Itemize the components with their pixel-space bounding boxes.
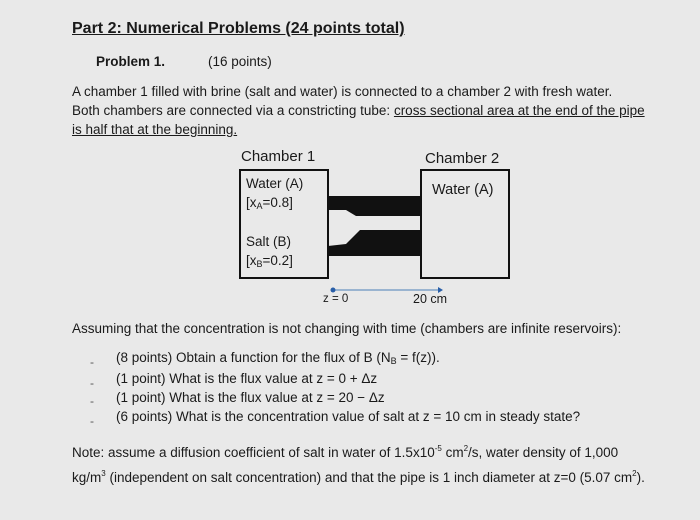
xb-suffix: =0.2]: [262, 253, 293, 268]
xb-subscript: B: [256, 259, 263, 269]
note-part-4: kg/m: [72, 470, 102, 485]
description-line-2-text: Both chambers are connected via a constricting tube:: [72, 103, 394, 118]
note-part-3: /s, water density of 1,000: [468, 445, 619, 460]
xa-subscript: A: [256, 201, 263, 211]
z-origin-dot: [331, 288, 336, 293]
note-exp-1: -5: [434, 444, 442, 453]
chamber-1-salt-label: Salt (B): [246, 234, 292, 249]
note-exp-3: 3: [101, 469, 106, 478]
question-3-dash: -: [90, 394, 94, 408]
description-underlined-1: cross sectional area at the end of the pipe: [393, 103, 645, 118]
xa-suffix: =0.8]: [262, 195, 293, 210]
page-title: Part 2: Numerical Problems (24 points total): [72, 20, 405, 37]
note-part-5: (independent on salt concentration) and that the pipe is 1 inch diameter at z=0 (5.07 cm: [105, 470, 633, 485]
chamber-1-xb-value: [246, 253, 293, 269]
tube-bottom-wall: [328, 230, 421, 256]
chamber-2-water-label: Water (A): [432, 182, 494, 198]
problem-points: (16 points): [208, 54, 272, 69]
note-paragraph: [72, 438, 682, 488]
xb-prefix: [x: [246, 253, 257, 268]
question-1-text: (8 points) Obtain a function for the flux of B (N: [116, 350, 391, 365]
question-2: (1 point) What is the flux value at z = 0 + Δz: [116, 371, 378, 386]
problem-label: Problem 1.: [96, 54, 166, 69]
assumption-text: Assuming that the concentration is not changing with time (chambers are infinite reservoirs):: [72, 321, 622, 336]
question-4: (6 points) What is the concentration value of salt at z = 10 cm in steady state?: [116, 409, 581, 424]
question-4-dash: -: [90, 414, 94, 428]
tube-top-wall: [328, 196, 421, 216]
question-1-tail: = f(z)).: [396, 350, 440, 365]
question-3: (1 point) What is the flux value at z = 20 − Δz: [116, 390, 385, 405]
question-1-dash: -: [90, 355, 94, 369]
chamber-1-water-label: Water (A): [246, 176, 304, 191]
note-part-1: Note: assume a diffusion coefficient of salt in water of 1.5x10: [72, 445, 435, 460]
axis-start-label: z = 0: [323, 293, 349, 305]
question-2-dash: -: [90, 376, 94, 390]
xa-prefix: [x: [246, 195, 257, 210]
note-exp-4: 2: [632, 469, 637, 478]
chamber-1-label: Chamber 1: [241, 148, 316, 165]
chamber-1-xa-value: [246, 195, 293, 211]
question-1: [116, 350, 440, 366]
question-1-sub: B: [390, 356, 397, 366]
chamber-2-label: Chamber 2: [425, 150, 500, 167]
description-underlined-2: is half that at the beginning.: [72, 122, 238, 137]
note-part-2: cm: [441, 445, 464, 460]
note-exp-2: 2: [463, 444, 469, 453]
description-line-1: A chamber 1 filled with brine (salt and water) is connected to a chamber 2 with fresh water.: [72, 84, 613, 99]
note-part-6: ).: [636, 470, 645, 485]
axis-end-label: 20 cm: [413, 292, 448, 306]
